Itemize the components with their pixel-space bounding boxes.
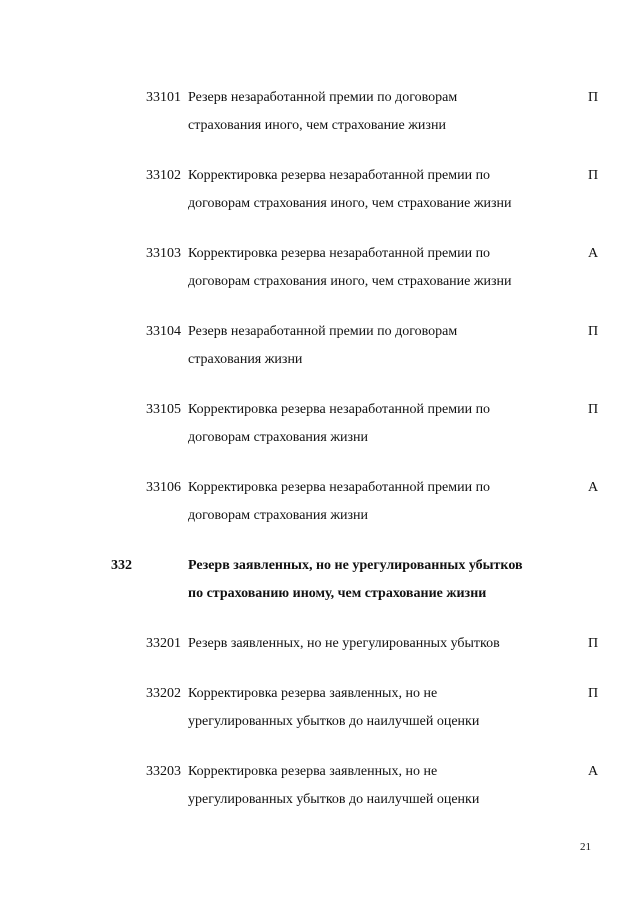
- description-line: Корректировка резерва незаработанной премии по: [188, 246, 491, 261]
- account-code: 33101: [146, 90, 181, 105]
- description-line: Корректировка резерва незаработанной премии по: [188, 480, 491, 495]
- description-line: страхования иного, чем страхование жизни: [188, 118, 446, 133]
- description-line: урегулированных убытков до наилучшей оценки: [188, 792, 480, 807]
- description-line: страхования жизни: [188, 352, 303, 367]
- account-code: 33103: [146, 246, 181, 261]
- account-code: 33202: [146, 686, 181, 701]
- description-line: Резерв заявленных, но не урегулированных убытков: [188, 636, 500, 651]
- account-entry: [0, 396, 640, 456]
- account-type: А: [587, 480, 599, 495]
- account-description: [188, 84, 568, 140]
- description-line: договорам страхования иного, чем страхование жизни: [188, 274, 512, 289]
- page-number: 21: [580, 841, 591, 853]
- description-line: Корректировка резерва незаработанной премии по: [188, 402, 491, 417]
- description-line: договорам страхования иного, чем страхование жизни: [188, 196, 512, 211]
- account-code: 33201: [146, 636, 181, 651]
- account-code: 33106: [146, 480, 181, 495]
- section-heading: [0, 552, 640, 612]
- account-entry: [0, 240, 640, 300]
- description-line: договорам страхования жизни: [188, 508, 369, 523]
- account-entry: [0, 318, 640, 378]
- account-entry: [0, 680, 640, 740]
- description-line: договорам страхования жизни: [188, 430, 369, 445]
- account-entry: [0, 474, 640, 534]
- section-title-line: по страхованию иному, чем страхование жизни: [188, 586, 487, 601]
- account-code: 33105: [146, 402, 181, 417]
- account-type: П: [587, 324, 599, 339]
- account-type: А: [587, 246, 599, 261]
- description-line: Корректировка резерва заявленных, но не: [188, 686, 438, 701]
- description-line: Корректировка резерва незаработанной премии по: [188, 168, 491, 183]
- account-type: П: [587, 636, 599, 651]
- section-title: [188, 552, 568, 608]
- account-code: 33102: [146, 168, 181, 183]
- section-title-line: Резерв заявленных, но не урегулированных убытков: [188, 558, 523, 573]
- description-line: Резерв незаработанной премии по договорам: [188, 324, 458, 339]
- account-entry: [0, 84, 640, 144]
- account-description: [188, 240, 568, 296]
- description-line: Резерв незаработанной премии по договорам: [188, 90, 458, 105]
- account-description: [188, 758, 568, 814]
- account-description: [188, 396, 568, 452]
- account-type: П: [587, 90, 599, 105]
- account-type: П: [587, 402, 599, 417]
- account-type: А: [587, 764, 599, 779]
- description-line: Корректировка резерва заявленных, но не: [188, 764, 438, 779]
- account-type: П: [587, 686, 599, 701]
- account-code: 33203: [146, 764, 181, 779]
- account-description: [188, 162, 568, 218]
- account-entry: [0, 162, 640, 222]
- section-code: 332: [111, 558, 132, 573]
- account-description: [188, 318, 568, 374]
- description-line: урегулированных убытков до наилучшей оценки: [188, 714, 480, 729]
- account-description: [188, 630, 568, 658]
- account-entry: [0, 758, 640, 818]
- account-description: [188, 680, 568, 736]
- account-code: 33104: [146, 324, 181, 339]
- account-type: П: [587, 168, 599, 183]
- account-description: [188, 474, 568, 530]
